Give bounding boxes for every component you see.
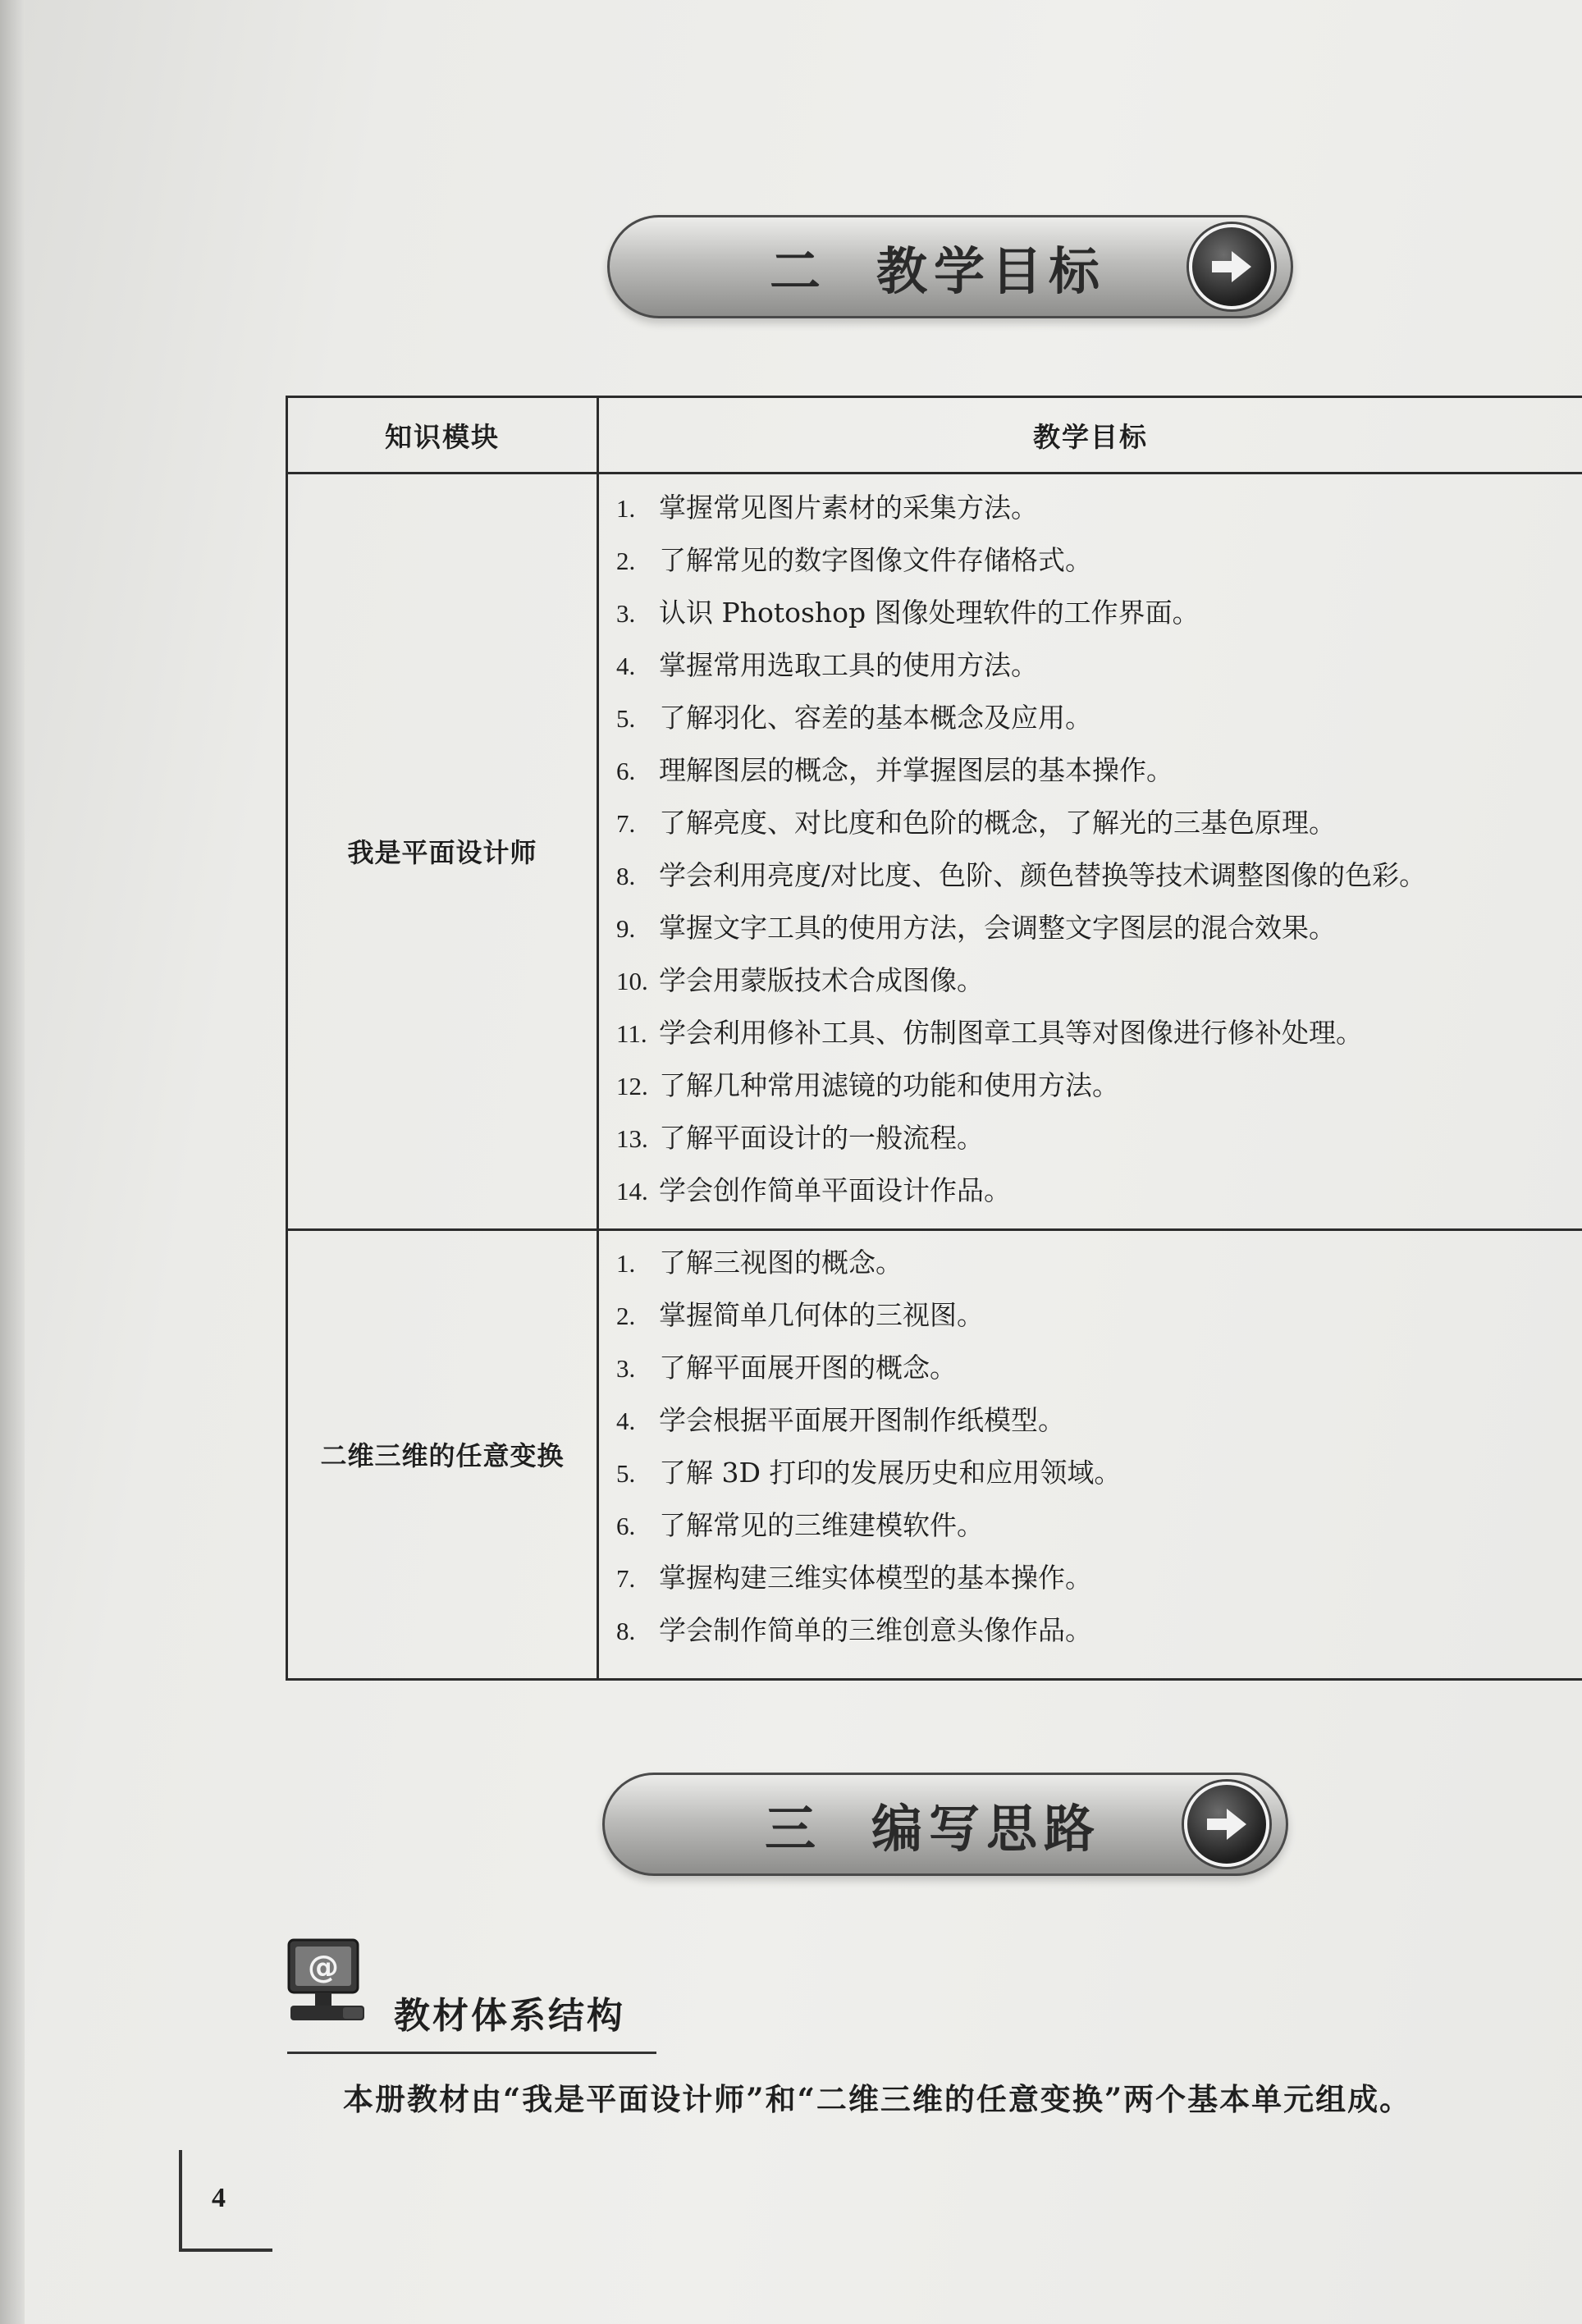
module-cell-2d-3d-transform: 二维三维的任意变换 <box>320 1440 565 1471</box>
svg-text:@: @ <box>308 1949 339 1985</box>
teaching-goals-table <box>286 396 1582 1681</box>
list-item: 6. 理解图层的概念，并掌握图层的基本操作。 <box>616 754 1173 786</box>
list-item: 8. 学会制作简单的三维创意头像作品。 <box>616 1614 1092 1646</box>
list-item: 2. 掌握简单几何体的三视图。 <box>616 1299 984 1331</box>
section-banner-writing-approach <box>602 1773 1288 1876</box>
list-item: 3. 了解平面展开图的概念。 <box>616 1352 957 1384</box>
list-item: 4. 学会根据平面展开图制作纸模型。 <box>616 1404 1065 1436</box>
list-item: 13. 了解平面设计的一般流程。 <box>616 1122 984 1154</box>
page-gutter-shadow <box>0 0 25 2324</box>
banner-text: 编写思路 <box>871 1798 1102 1859</box>
list-item: 7. 了解亮度、对比度和色阶的概念，了解光的三基色原理。 <box>616 807 1336 839</box>
list-item: 6. 了解常见的三维建模软件。 <box>616 1509 984 1541</box>
list-item: 10. 学会用蒙版技术合成图像。 <box>616 964 984 996</box>
list-item: 1. 了解三视图的概念。 <box>616 1247 903 1279</box>
arrow-right-icon <box>1184 1782 1269 1867</box>
table-header-module: 知识模块 <box>385 420 500 453</box>
list-item: 12. 了解几种常用滤镜的功能和使用方法。 <box>616 1069 1119 1101</box>
banner-number: 三 <box>764 1798 822 1859</box>
banner-number: 二 <box>769 240 827 301</box>
list-item: 8. 学会利用亮度/对比度、色阶、颜色替换等技术调整图像的色彩。 <box>616 859 1427 891</box>
subsection-title: 教材体系结构 <box>394 1995 625 2037</box>
list-item: 5. 了解羽化、容差的基本概念及应用。 <box>616 702 1092 734</box>
body-paragraph: 本册教材由“我是平面设计师”和“二维三维的任意变换”两个基本单元组成。 <box>343 2081 1412 2117</box>
module-cell-graphic-designer: 我是平面设计师 <box>347 837 537 868</box>
subsection-underline <box>287 2052 656 2054</box>
list-item: 9. 掌握文字工具的使用方法，会调整文字图层的混合效果。 <box>616 912 1336 944</box>
banner-text: 教学目标 <box>876 240 1107 301</box>
goals-list-graphic-designer <box>616 482 1426 1217</box>
banner-title <box>708 217 1168 316</box>
list-item: 2. 了解常见的数字图像文件存储格式。 <box>616 544 1092 576</box>
table-column-divider <box>597 398 599 1678</box>
list-item: 3. 认识 Photoshop 图像处理软件的工作界面。 <box>616 597 1200 629</box>
section-banner-teaching-goals <box>607 215 1293 318</box>
list-item: 11. 学会利用修补工具、仿制图章工具等对图像进行修补处理。 <box>616 1017 1363 1049</box>
list-item: 14. 学会创作简单平面设计作品。 <box>616 1174 1011 1206</box>
table-header-goals: 教学目标 <box>1033 420 1148 453</box>
page-number: 4 <box>212 2183 226 2213</box>
list-item: 4. 掌握常用选取工具的使用方法。 <box>616 649 1038 681</box>
list-item: 5. 了解 3D 打印的发展历史和应用领域。 <box>616 1457 1122 1489</box>
arrow-right-icon <box>1189 224 1274 309</box>
page-number-bracket <box>179 2150 272 2252</box>
list-item: 7. 掌握构建三维实体模型的基本操作。 <box>616 1562 1092 1594</box>
at-sign-monitor-icon <box>286 1937 368 2027</box>
goals-list-2d-3d-transform <box>616 1237 1121 1657</box>
list-item: 1. 掌握常见图片素材的采集方法。 <box>616 492 1038 524</box>
banner-title <box>703 1775 1163 1873</box>
